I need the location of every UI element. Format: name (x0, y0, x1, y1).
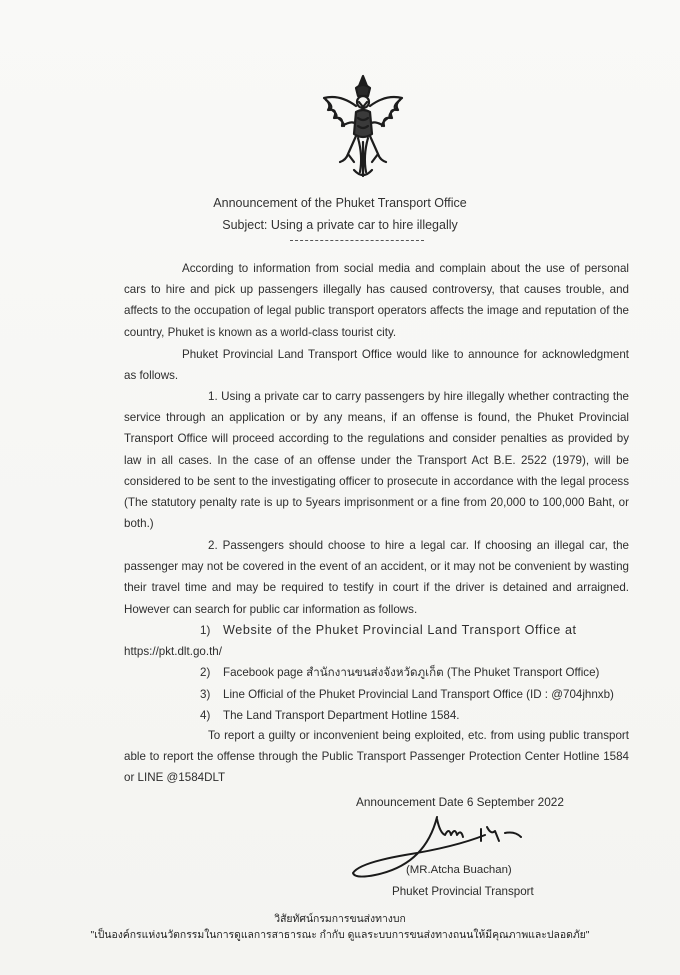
list-item-number: 3) (200, 687, 211, 701)
list-item-text: Facebook page สำนักงานขนส่งจังหวัดภูเก็ต (The Phuket Transport Office) (223, 666, 600, 680)
list-item (124, 684, 629, 705)
announcement-subject: Subject: Using a private car to hire illegally (222, 218, 458, 232)
list-item (124, 705, 629, 726)
paragraph-acknowledgment: Phuket Provincial Land Transport Office would like to announce for acknowledgment as follows. (124, 348, 629, 383)
garuda-emblem-icon (318, 72, 408, 182)
footer-vision-text: "เป็นองค์กรแห่งนวัตกรรมในการดูแลการสาธารณะ กำกับ ดูแลระบบการขนส่งทางถนนให้มีคุณภาพและปลอดภัย" (90, 930, 590, 941)
footer-vision-heading: วิสัยทัศน์กรมการขนส่งทางบก (274, 914, 406, 925)
paragraph-report: To report a guilty or inconvenient being exploited, etc. from using public transport able to report the offense through the Public Transport Passenger Protection Center Hotline 1584 or LINE @1584DLT (124, 729, 629, 785)
signatory-name: (MR.Atcha Buachan) (406, 864, 512, 876)
contact-list (124, 620, 629, 726)
paragraph-point-2: 2. Passengers should choose to hire a legal car. If choosing an illegal car, the passenger may not be covered in the event of an accident, or it may not be convenient by wasting their travel time and may be required to testify in court if the driver is detained and arraigned. However can search for public car information as follows. (124, 539, 629, 616)
announcement-title: Announcement of the Phuket Transport Office (213, 196, 467, 210)
signatory-title: Phuket Provincial Transport (392, 885, 534, 898)
list-item-text: Website of the Phuket Provincial Land Transport Office at (223, 623, 577, 637)
list-item-number: 2) (200, 666, 211, 680)
list-item-text: Line Official of the Phuket Provincial Land Transport Office (ID : @704jhnxb) (223, 687, 614, 701)
paragraph-intro: According to information from social media and complain about the use of personal cars to hire and pick up passengers illegally has caused controversy, that causes trouble, and affects to the occupation of legal public transport operators affects the image and reputation of the country, Phuket is known as a world-class tourist city. (124, 262, 629, 339)
list-item (124, 620, 629, 662)
list-item-number: 4) (200, 708, 211, 722)
list-item-number: 1) (200, 624, 211, 637)
website-link[interactable]: https://pkt.dlt.go.th/ (124, 645, 222, 659)
announcement-date: Announcement Date 6 September 2022 (356, 795, 564, 809)
list-item-text: The Land Transport Department Hotline 1584. (223, 708, 460, 722)
paragraph-point-1: 1. Using a private car to carry passengers by hire illegally whether contracting the service through an application or by any means, if an offense is found, the Phuket Provincial Transport Office will proceed according to the regulations and consider penalties as provided by law in all cases. In the case of an offense under the Transport Act B.E. 2522 (1979), will be considered to be sent to the investigating officer to prosecute in accordance with the legal process (The statutory penalty rate is up to 5years imprisonment or a fine from 20,000 to 100,000 Baht, or both.) (124, 390, 629, 531)
list-item (124, 662, 629, 683)
title-divider (290, 240, 424, 241)
